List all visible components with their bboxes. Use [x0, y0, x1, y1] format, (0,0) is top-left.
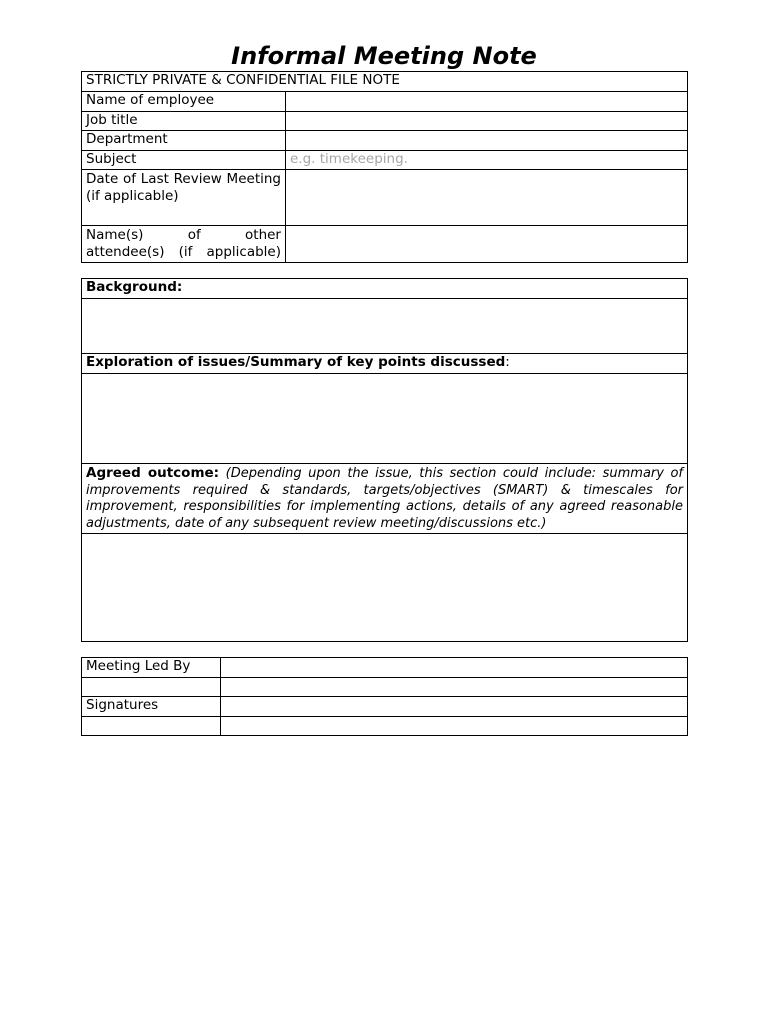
signatures-label: Signatures	[82, 697, 221, 717]
job-title-label: Job title	[82, 112, 286, 131]
exploration-label-colon: :	[505, 354, 510, 370]
signatures-blank-field[interactable]	[221, 717, 688, 736]
job-title-field[interactable]	[286, 112, 688, 131]
agreed-outcome-hint: (Depending upon the issue, this section could include: summary of improvements required & standards, targets/objectives (SMART) & timescales for improvement, responsibilities for implementing actions, details of any agreed reasonable adjustments, date of any subsequent review meeting/discussions etc.)	[86, 466, 684, 531]
meeting-led-by-label: Meeting Led By	[82, 658, 221, 678]
other-attendees-field[interactable]	[286, 226, 688, 263]
signatures-blank-label	[82, 717, 221, 736]
department-field[interactable]	[286, 131, 688, 151]
subject-label: Subject	[82, 151, 286, 170]
subject-field[interactable]	[286, 151, 688, 170]
employee-name-label: Name of employee	[82, 92, 286, 112]
department-label: Department	[82, 131, 286, 151]
sign-off-table	[81, 657, 688, 736]
last-review-date-field[interactable]	[286, 170, 688, 226]
document-title: Informal Meeting Note	[231, 42, 537, 70]
last-review-date-label-line2: (if applicable)	[86, 188, 179, 204]
exploration-field[interactable]	[82, 374, 688, 464]
sign-off-blank-field[interactable]	[221, 678, 688, 697]
discussion-table	[81, 278, 688, 642]
sign-off-blank-label	[82, 678, 221, 697]
background-label: Background:	[82, 279, 688, 299]
file-note-table	[81, 71, 688, 263]
subject-placeholder: e.g. timekeeping.	[290, 151, 408, 167]
signatures-field[interactable]	[221, 697, 688, 717]
agreed-outcome-label	[82, 464, 688, 534]
meeting-led-by-field[interactable]	[221, 658, 688, 678]
last-review-date-label	[82, 170, 286, 226]
file-note-header: STRICTLY PRIVATE & CONFIDENTIAL FILE NOTE	[82, 72, 688, 92]
other-attendees-label: Name(s) of other attendee(s) (if applicable)	[82, 226, 286, 263]
last-review-date-label-line1: Date of Last Review Meeting	[86, 171, 281, 187]
exploration-label-text: Exploration of issues/Summary of key points discussed	[86, 354, 506, 370]
background-field[interactable]	[82, 299, 688, 354]
agreed-outcome-field[interactable]	[82, 534, 688, 642]
exploration-label	[82, 354, 688, 374]
employee-name-field[interactable]	[286, 92, 688, 112]
agreed-outcome-title: Agreed outcome:	[86, 465, 220, 481]
